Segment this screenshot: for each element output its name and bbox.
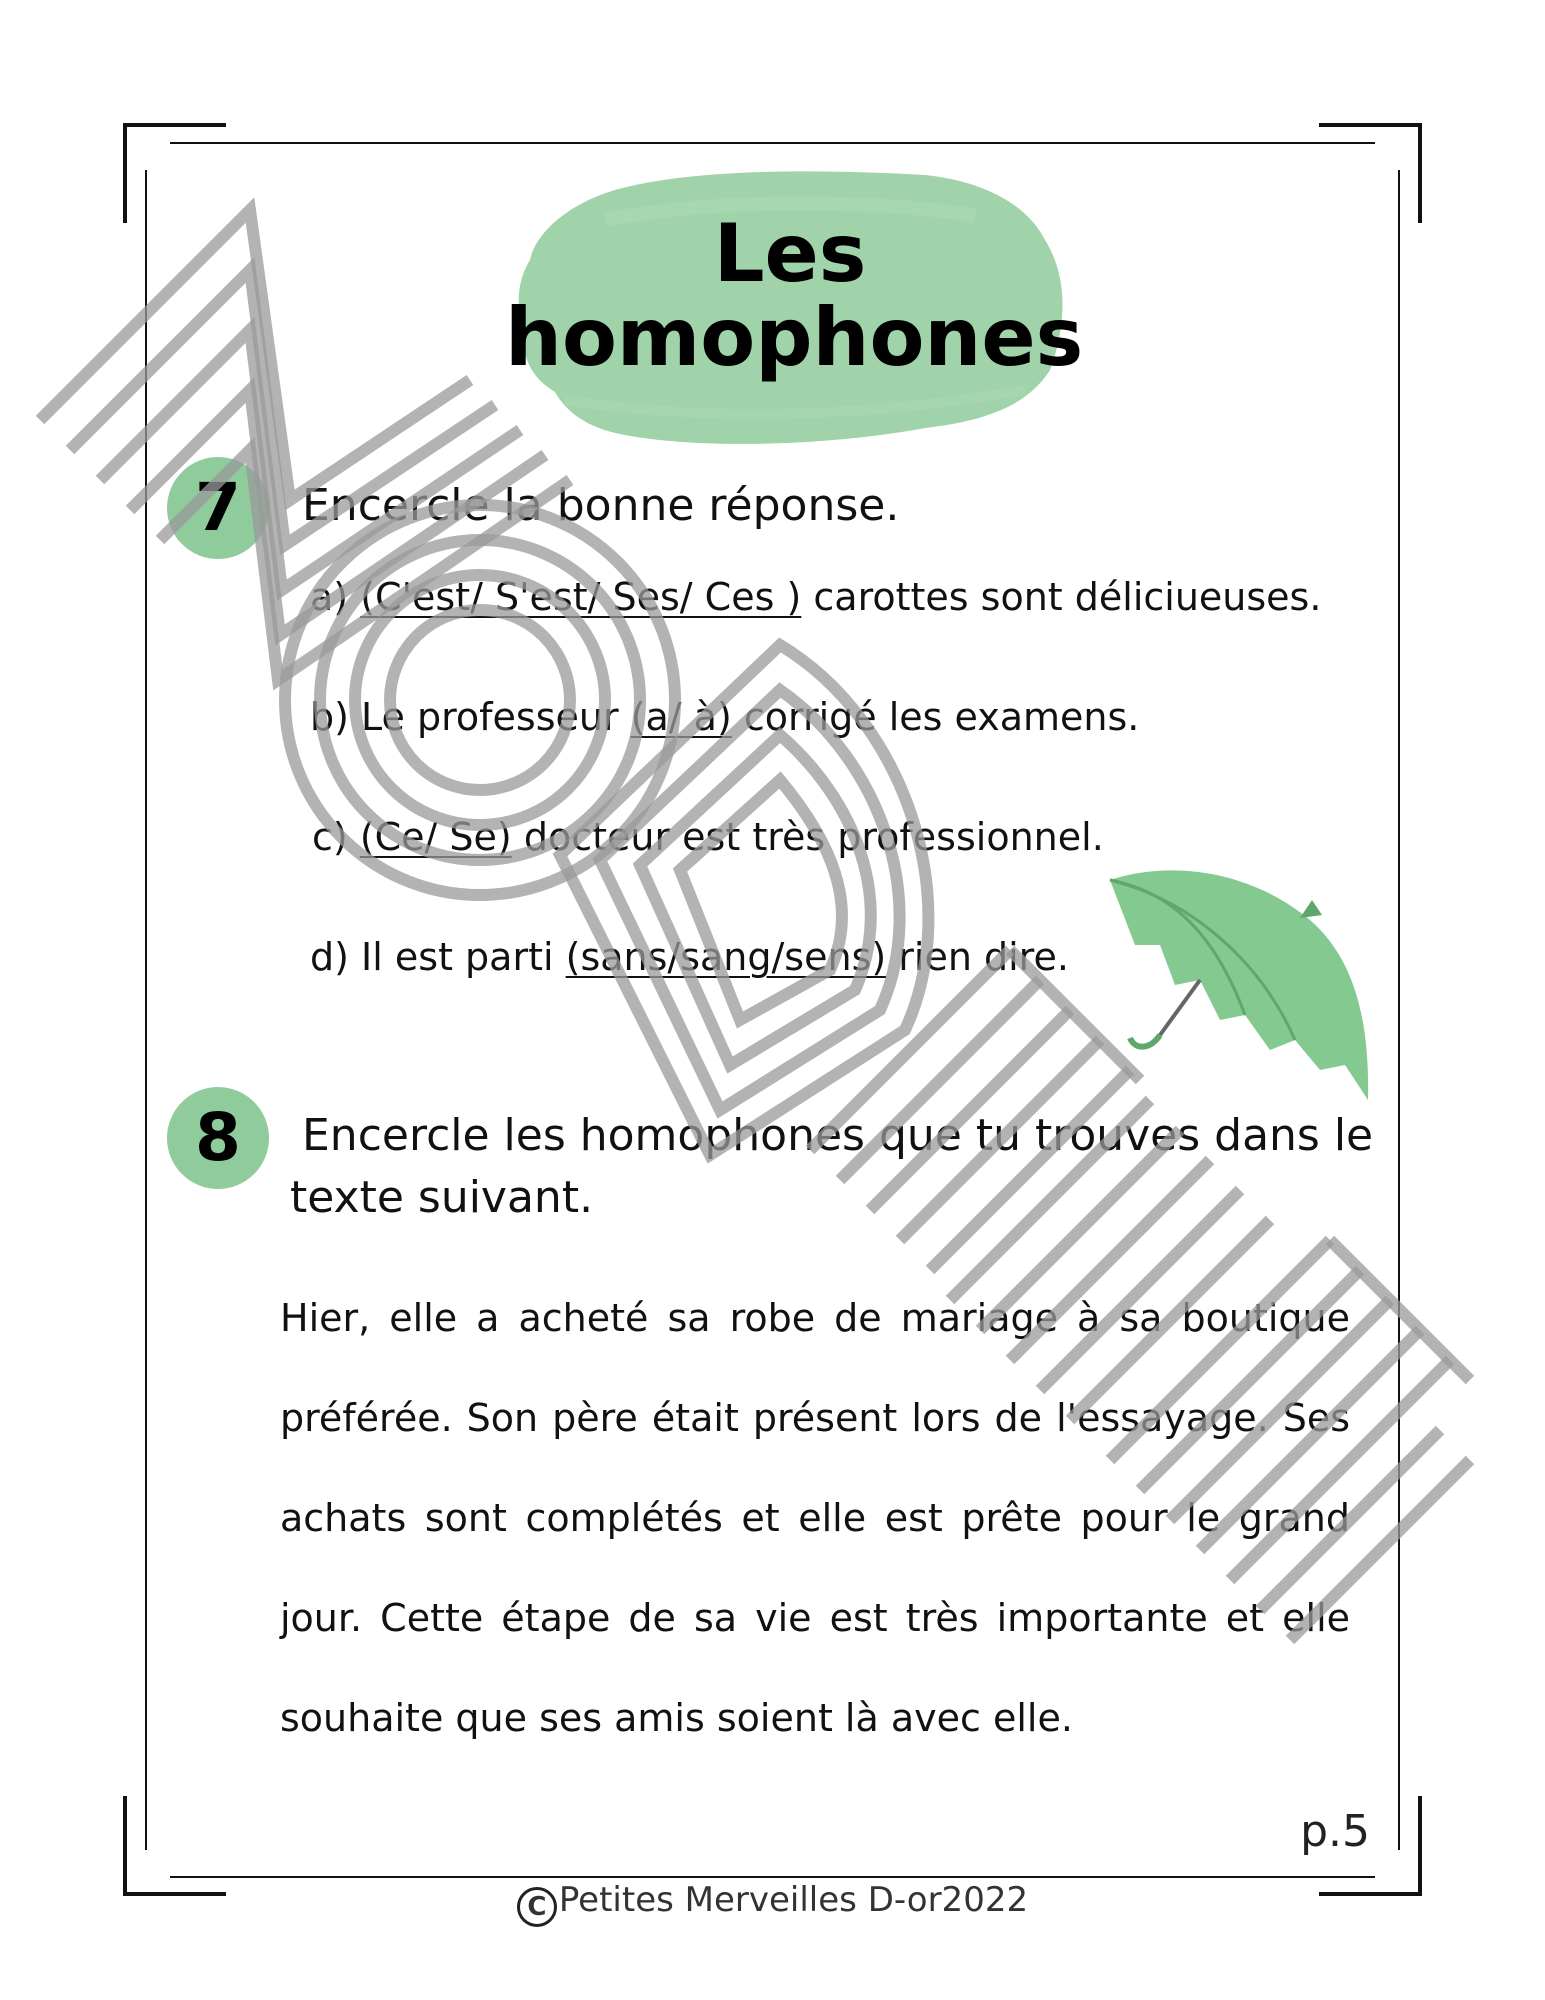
exercise-8-instruction-line-2: texte suivant. <box>290 1172 594 1223</box>
title-line-1: Les <box>713 207 867 300</box>
exercise-7-number: 7 <box>195 469 241 546</box>
umbrella-icon <box>1100 860 1380 1120</box>
item-text-after: rien dire. <box>886 935 1069 979</box>
frame-inner-bottom <box>170 1876 1375 1878</box>
footer-text: Petites Merveilles D-or2022 <box>558 1880 1029 1920</box>
exercise-7-item-d <box>310 935 1069 979</box>
item-letter: c) <box>312 815 348 859</box>
page-number: p.5 <box>1300 1806 1370 1857</box>
exercise-8-instruction-line-1: Encercle les homophones que tu trouves dans le <box>302 1110 1374 1161</box>
exercise-7-instruction: Encercle la bonne réponse. <box>302 480 900 531</box>
exercise-7-item-b <box>310 695 1139 739</box>
frame-inner-top <box>170 142 1375 144</box>
item-text-before: Le professeur <box>361 695 631 739</box>
item-choices[interactable]: (sans/sang/sens) <box>565 935 887 979</box>
item-choices[interactable]: (Ce/ Se) <box>359 815 512 859</box>
frame-top-left-h <box>123 123 226 127</box>
exercise-7-item-a <box>310 575 1321 619</box>
exercise-8-passage: Hier, elle a acheté sa robe de mariage à sa boutique préférée. Son père était présent lors de l'essayage. Ses achats sont complétés et elle est prête pour le grand jour. Cette étape de sa vie est très importante et elle souhaite que ses amis soient là avec elle. <box>280 1296 1350 1740</box>
frame-top-right-h <box>1319 123 1422 127</box>
copyright-icon: C <box>517 1887 557 1927</box>
frame-inner-right <box>1398 170 1400 1850</box>
title-line-2: homophones <box>505 291 1084 384</box>
item-letter: b) <box>310 695 349 739</box>
item-text-after: carottes sont déliciueuses. <box>801 575 1322 619</box>
item-text-after: corrigé les examens. <box>731 695 1140 739</box>
frame-inner-left <box>145 170 147 1850</box>
item-choices[interactable]: (C'est/ S'est/ Ses/ Ces ) <box>360 575 802 619</box>
item-text-before: Il est parti <box>361 935 566 979</box>
item-text-after: docteur est très professionnel. <box>511 815 1104 859</box>
item-letter: a) <box>310 575 349 619</box>
item-choices[interactable]: (a/ à) <box>630 695 732 739</box>
page-title <box>505 207 1084 384</box>
frame-top-left-v <box>123 123 127 223</box>
exercise-7-item-c <box>312 815 1104 859</box>
exercise-8-number: 8 <box>195 1099 241 1176</box>
footer <box>0 1880 1545 1927</box>
frame-top-right-v <box>1418 123 1422 223</box>
item-letter: d) <box>310 935 349 979</box>
